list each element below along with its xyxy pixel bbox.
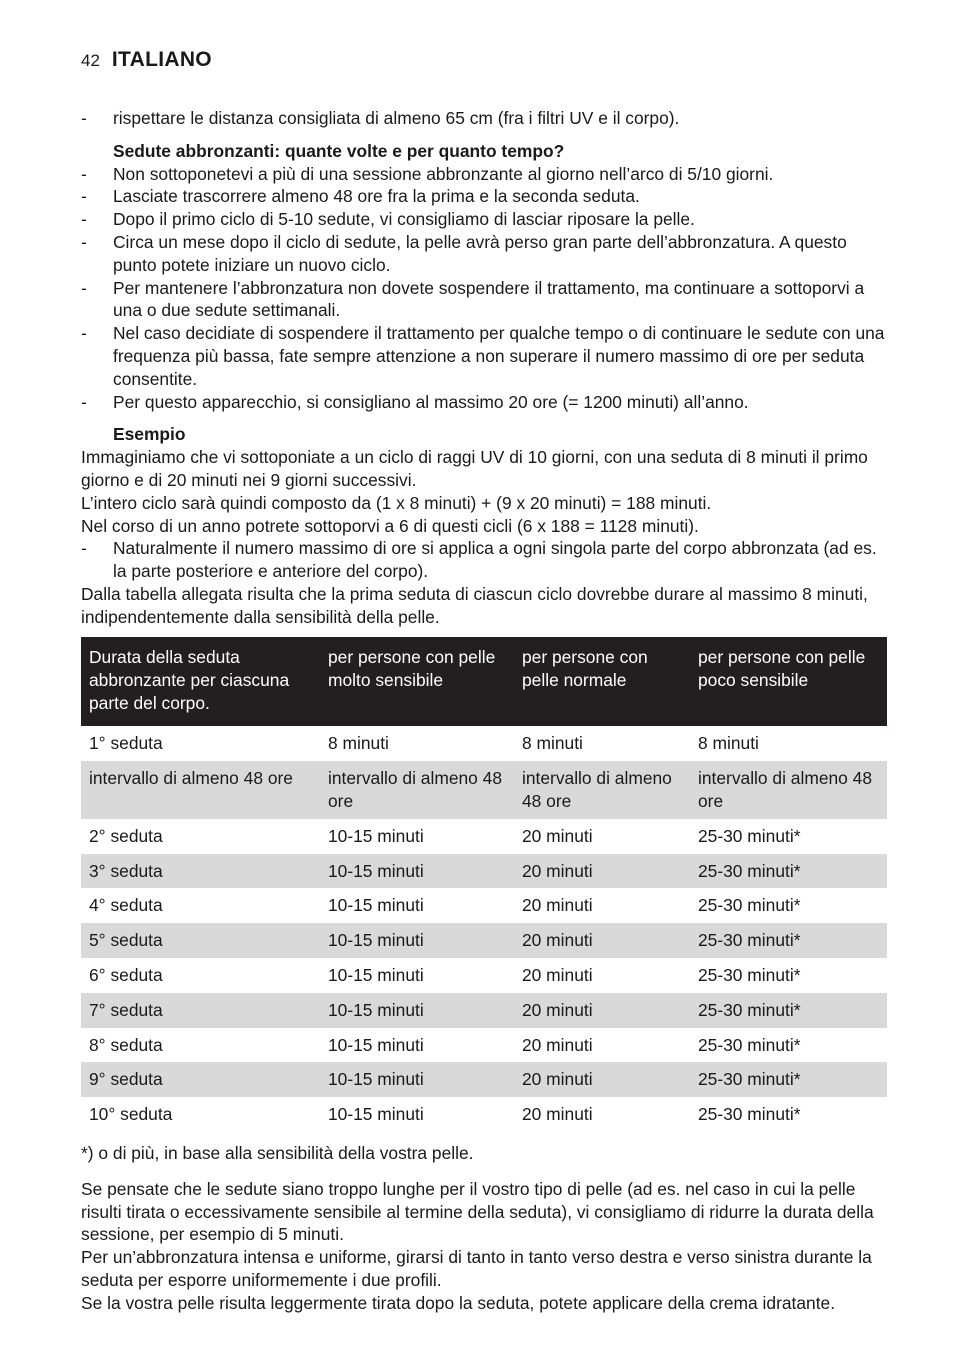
list-item-text: Per mantenere l’abbronzatura non dovete sospendere il trattamento, ma continuare a sottoporvi a una o due sedute settimanali. [113, 277, 865, 321]
table-row [81, 993, 887, 1028]
table-row [81, 1062, 887, 1097]
table-cell: 25-30 minuti* [698, 825, 801, 846]
table-cell: 8 minuti [698, 733, 759, 754]
table-cell: 7° seduta [81, 993, 320, 1028]
table-row [81, 854, 887, 889]
list-item-text: Nel caso decidiate di sospendere il trattamento per qualche tempo o di continuare le sedute con una frequenza più bassa, fate sempre attenzione a non superare il numero massimo di ore per seduta consentite. [113, 323, 885, 389]
table-row [81, 761, 887, 819]
list-item: - Per mantenere l’abbronzatura non dovete sospendere il trattamento, ma continuare a sottoporvi a una o due sedute settimanali. [81, 277, 887, 323]
list-item-text: Naturalmente il numero massimo di ore si applica a ogni singola parte del corpo abbronzata (ad es. la parte posteriore e anteriore del corpo). [113, 538, 877, 582]
closing-paragraph: Se pensate che le sedute siano troppo lunghe per il vostro tipo di pelle (ad es. nel caso in cui la pelle risulti tirata o eccessivamente sensibile al termine della seduta), vi consigliamo di ridurre la durata della sessione, per esempio di 5 minuti. [81, 1178, 874, 1245]
table-cell: 8 minuti [328, 733, 389, 754]
table-cell: 20 minuti [514, 854, 690, 889]
table-cell: 20 minuti [514, 1062, 690, 1097]
main-content [81, 107, 887, 629]
table-cell: 20 minuti [522, 895, 593, 916]
list-item-text: rispettare le distanza consigliata di almeno 65 cm (fra i filtri UV e il corpo). [113, 108, 680, 128]
table-row [81, 726, 887, 761]
table-cell: 25-30 minuti* [690, 854, 887, 889]
table-row [81, 888, 887, 923]
table-cell: 20 minuti [522, 964, 593, 985]
example-paragraph: Nel corso di un anno potrete sottoporvi a 6 di questi cicli (6 x 188 = 1128 minuti). [81, 515, 699, 536]
example-heading: Esempio [113, 424, 186, 445]
table-cell: intervallo di almeno 48 ore [81, 761, 320, 819]
table-cell: 8° seduta [89, 1034, 163, 1055]
table-cell: 25-30 minuti* [698, 964, 801, 985]
list-item: - Per questo apparecchio, si consigliano al massimo 20 ore (= 1200 minuti) all’anno. [81, 391, 887, 414]
closing-section [81, 1142, 887, 1315]
table-cell: 1° seduta [89, 733, 163, 754]
page-header [81, 48, 212, 72]
section-heading: Sedute abbronzanti: quante volte e per quanto tempo? [113, 140, 565, 161]
list-item-text: Circa un mese dopo il ciclo di sedute, la pelle avrà perso gran parte dell’abbronzatura. A questo punto potete iniziare un nuovo ciclo. [113, 231, 847, 275]
example-paragraph: Dalla tabella allegata risulta che la prima seduta di ciascun ciclo dovrebbe durare al massimo 8 minuti, indipendentemente dalla sensibilità della pelle. [81, 583, 868, 627]
table-cell: 9° seduta [81, 1062, 320, 1097]
example-paragraph: L’intero ciclo sarà quindi composto da (1 x 8 minuti) + (9 x 20 minuti) = 188 minuti. [81, 492, 712, 513]
table-cell: 2° seduta [89, 825, 163, 846]
list-item-text: Lasciate trascorrere almeno 48 ore fra la prima e la seconda seduta. [113, 186, 640, 207]
table-cell: intervallo di almeno 48 ore [514, 761, 690, 819]
table-cell: 10° seduta [89, 1104, 173, 1125]
table-cell: 10-15 minuti [328, 895, 424, 916]
table-cell: 5° seduta [81, 923, 320, 958]
column-header: per persone con pelle normale [514, 637, 690, 726]
column-header: Durata della seduta abbronzante per ciascuna parte del corpo. [81, 637, 320, 726]
list-item: - Circa un mese dopo il ciclo di sedute, la pelle avrà perso gran parte dell’abbronzatura. A questo punto potete iniziare un nuovo ciclo. [81, 231, 887, 277]
list-item-text: Per questo apparecchio, si consigliano al massimo 20 ore (= 1200 minuti) all’anno. [113, 391, 749, 412]
table-cell: 4° seduta [89, 895, 163, 916]
table-cell: 3° seduta [81, 854, 320, 889]
list-item-text: Non sottoponetevi a più di una sessione abbronzante al giorno nell’arco di 5/10 giorni. [113, 163, 774, 184]
list-item-text: Dopo il primo ciclo di 5-10 sedute, vi consigliamo di lasciar riposare la pelle. [113, 209, 695, 230]
table-cell: 20 minuti [514, 993, 690, 1028]
column-header: per persone con pelle poco sensibile [690, 637, 887, 726]
closing-paragraph: Se la vostra pelle risulta leggermente tirata dopo la seduta, potete applicare della crema idratante. [81, 1292, 836, 1313]
table-cell: intervallo di almeno 48 ore [320, 761, 514, 819]
bullet-dash: - [81, 108, 87, 128]
list-item: - Naturalmente il numero massimo di ore si applica a ogni singola parte del corpo abbronzata (ad es. la parte posteriore e anteriore del corpo). [81, 537, 887, 583]
table-cell: 10-15 minuti [328, 964, 424, 985]
table-cell: 10-15 minuti [320, 854, 514, 889]
table-cell: 20 minuti [522, 825, 593, 846]
language-title: ITALIANO [111, 48, 212, 71]
table-row [81, 1028, 887, 1063]
table-cell: intervallo di almeno 48 ore [690, 761, 887, 819]
table-row [81, 923, 887, 958]
table-cell: 20 minuti [522, 1034, 593, 1055]
table-cell: 10-15 minuti [328, 825, 424, 846]
list-item: - Lasciate trascorrere almeno 48 ore fra la prima e la seconda seduta. [81, 185, 887, 208]
table-row [81, 958, 887, 993]
section-bullet-list [81, 163, 887, 414]
table-cell: 10-15 minuti [320, 1062, 514, 1097]
table-cell: 25-30 minuti* [698, 1104, 801, 1125]
table-cell: 10-15 minuti [328, 1034, 424, 1055]
table-cell: 25-30 minuti* [698, 1034, 801, 1055]
column-header: per persone con pelle molto sensibile [320, 637, 514, 726]
table-cell: 8 minuti [522, 733, 583, 754]
table-cell: 6° seduta [89, 964, 163, 985]
table-footnote: *) o di più, in base alla sensibilità della vostra pelle. [81, 1143, 474, 1163]
table-header-row [81, 637, 887, 726]
table-cell: 10-15 minuti [328, 1104, 424, 1125]
closing-paragraph: Per un’abbronzatura intensa e uniforme, girarsi di tanto in tanto verso destra e verso sinistra durante la seduta per esporre uniformemente i due profili. [81, 1247, 872, 1290]
table-cell: 25-30 minuti* [690, 923, 887, 958]
list-item: - Non sottoponetevi a più di una sessione abbronzante al giorno nell’arco di 5/10 giorni. [81, 163, 887, 186]
table-cell: 10-15 minuti [320, 993, 514, 1028]
tanning-schedule-table [81, 637, 887, 1132]
page-number: 42 [81, 51, 100, 70]
table-cell: 20 minuti [522, 1104, 593, 1125]
table-cell: 25-30 minuti* [690, 1062, 887, 1097]
table-cell: 25-30 minuti* [698, 895, 801, 916]
list-item [81, 107, 887, 130]
list-item: - Dopo il primo ciclo di 5-10 sedute, vi consigliamo di lasciar riposare la pelle. [81, 208, 887, 231]
table-cell: 20 minuti [514, 923, 690, 958]
example-paragraph: Immaginiamo che vi sottoponiate a un ciclo di raggi UV di 10 giorni, con una seduta di 8 minuti il primo giorno e di 20 minuti nei 9 giorni successivi. [81, 447, 868, 490]
table-cell: 25-30 minuti* [690, 993, 887, 1028]
table-row [81, 1097, 887, 1132]
table-cell: 10-15 minuti [320, 923, 514, 958]
list-item: - Nel caso decidiate di sospendere il trattamento per qualche tempo o di continuare le sedute con una frequenza più bassa, fate sempre attenzione a non superare il numero massimo di ore per seduta consentite. [81, 322, 887, 390]
table-row [81, 819, 887, 854]
